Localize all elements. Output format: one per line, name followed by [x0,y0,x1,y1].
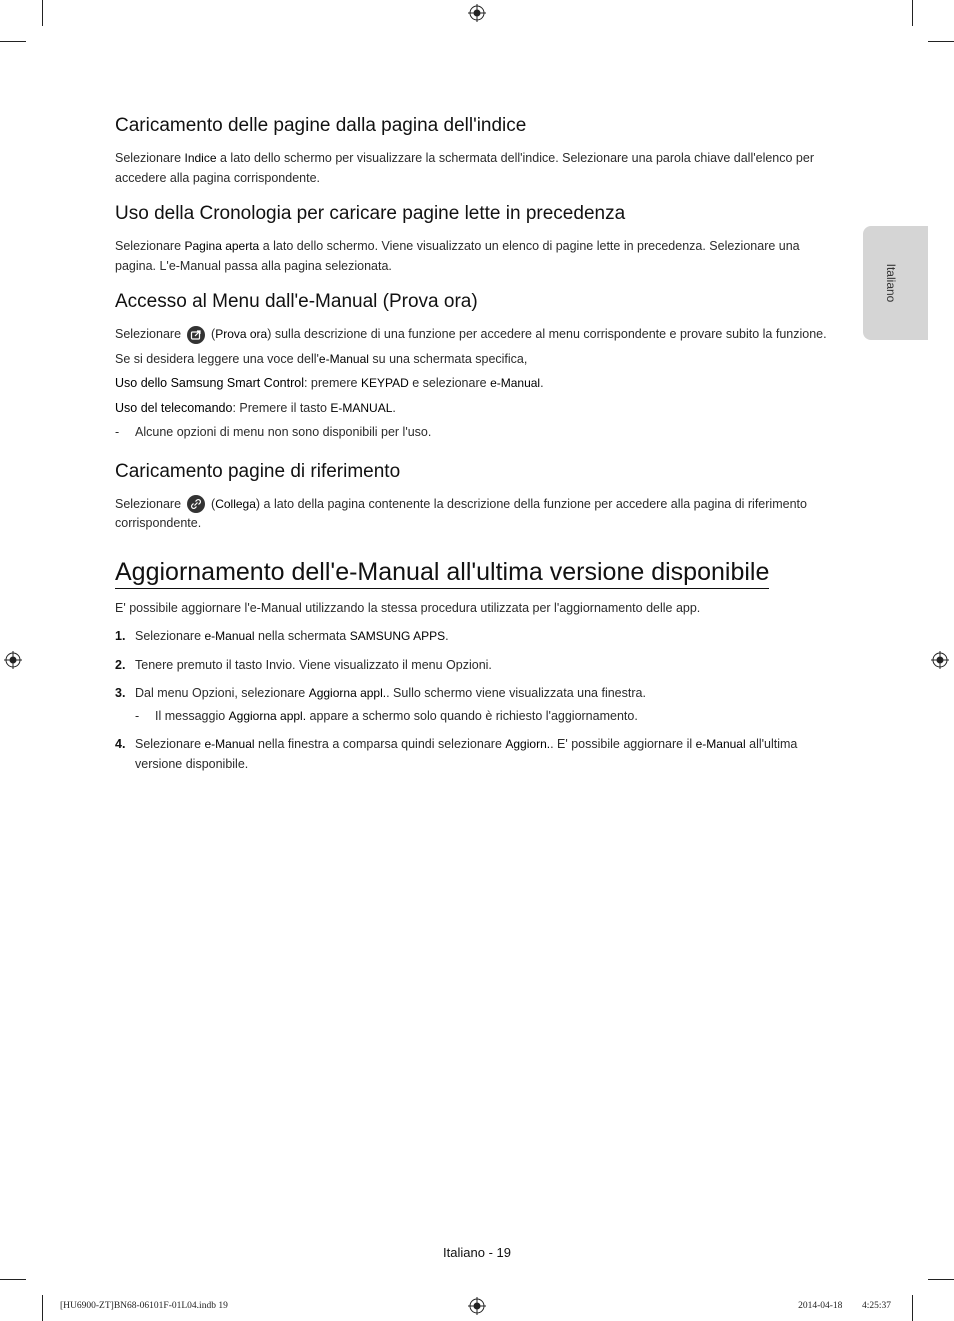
registration-mark-icon [468,4,486,22]
crop-mark [42,0,43,26]
paragraph: Se si desidera leggere una voce dell'e-Manual su una schermata specifica, [115,351,528,366]
crop-mark [912,1295,913,1321]
step-3: 3. Dal menu Opzioni, selezionare Aggiorna appl.. Sullo schermo viene visualizzata una finestra. [115,686,646,700]
section-indice [115,113,831,188]
step-2: 2. Tenere premuto il tasto Invio. Viene visualizzato il menu Opzioni. [115,657,492,672]
step-3-note: - Il messaggio Aggiorna appl. appare a schermo solo quando è richiesto l'aggiornamento. [135,708,638,723]
crop-mark [912,0,913,26]
print-slug-file: [HU6900-ZT]BN68-06101F-01L04.indb 19 [60,1301,228,1311]
crop-mark [928,1279,954,1280]
crop-mark [0,1279,26,1280]
page-content [115,113,831,787]
crop-mark [0,41,26,42]
language-side-tab [863,226,928,340]
section-heading: Caricamento delle pagine dalla pagina dell'indice [115,115,527,136]
section-riferimento [115,459,831,534]
section-heading: Accesso al Menu dall'e-Manual (Prova ora) [115,291,478,312]
section-aggiornamento [115,556,831,775]
section-heading: Caricamento pagine di riferimento [115,460,401,482]
paragraph: Selezionare Pagina aperta a lato dello schermo. Viene visualizzato un elenco di pagine lette in precedenza. Selezionare una pagina. L'e-Manual passa alla pagina selezionata. [115,239,800,273]
crop-mark [928,41,954,42]
section-heading: Uso della Cronologia per caricare pagine lette in precedenza [115,203,626,224]
registration-mark-icon [931,651,949,669]
section-cronologia [115,201,831,276]
paragraph: Uso del telecomando: Premere il tasto E-MANUAL. [115,400,396,415]
paragraph: Uso dello Samsung Smart Control: premere KEYPAD e selezionare e-Manual. [115,376,544,390]
main-heading: Aggiornamento dell'e-Manual all'ultima versione disponibile [115,556,769,589]
print-slug-date: 2014-04-18 ￿￿ 4:25:37 [798,1301,891,1311]
paragraph: Selezionare (Prova ora) sulla descrizione di una funzione per accedere al menu corrispondente e provare subito la funzione. [115,325,831,345]
language-side-tab-label: Italiano [884,263,898,303]
registration-mark-icon [4,651,22,669]
link-icon [187,495,205,513]
crop-mark [42,1295,43,1321]
try-now-icon [187,326,205,344]
page-number: Italiano - 19 [443,1245,511,1260]
paragraph: E' possibile aggiornare l'e-Manual utilizzando la stessa procedura utilizzata per l'aggiornamento delle app. [115,600,701,615]
registration-mark-icon [468,1297,486,1315]
paragraph: Selezionare (Collega) a lato della pagina contenente la descrizione della funzione per accedere alla pagina di riferimento corrispondente. [115,496,807,530]
step-1: 1. Selezionare e-Manual nella schermata SAMSUNG APPS. [115,629,449,643]
step-4: 4. Selezionare e-Manual nella finestra a comparsa quindi selezionare Aggiorn.. E' possibile aggiornare il e-Manual all'ultima versione disponibile. [115,737,798,771]
section-prova-ora [115,289,831,443]
paragraph: Selezionare Indice a lato dello schermo per visualizzare la schermata dell'indice. Selezionare una parola chiave dall'elenco per accedere alla pagina corrispondente. [115,151,814,185]
note: - Alcune opzioni di menu non sono disponibili per l'uso. [115,425,432,439]
